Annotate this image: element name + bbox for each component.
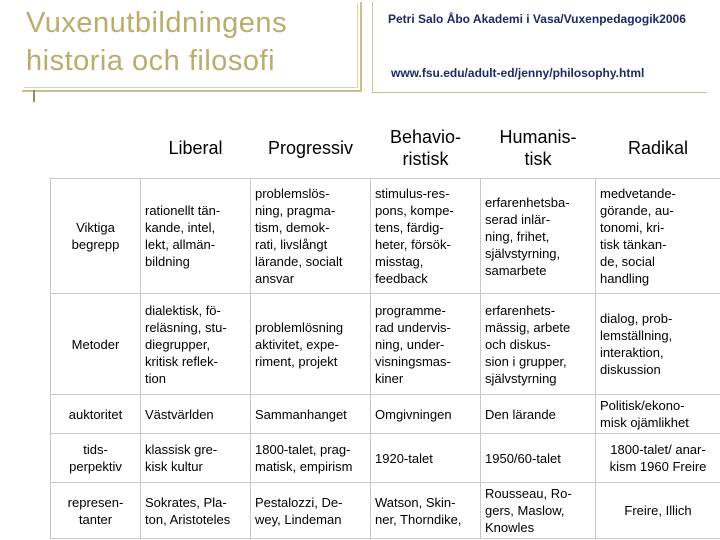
table-cell: Sammanhanget: [251, 395, 371, 434]
table-cell: 1800-talet/ anar- kism 1960 Freire: [596, 434, 720, 483]
table-cell: Västvärlden: [141, 395, 251, 434]
table-cell: problemlösning aktivitet, expe- riment, projekt: [251, 294, 371, 395]
table-cell: Omgivningen: [371, 395, 481, 434]
table-cell: Watson, Skin- ner, Thorndike,: [371, 483, 481, 539]
row-label-viktiga-begrepp: Viktiga begrepp: [51, 179, 141, 294]
table-cell: rationellt tän- kande, intel, lekt, allmän- bildning: [141, 179, 251, 294]
table-cell: erfarenhetsba- serad inlär- ning, frihet, självstyrning, samarbete: [481, 179, 596, 294]
title-line-1: Vuxenutbildningens: [26, 7, 288, 39]
table-cell: dialektisk, fö- reläsning, stu- diegrupper, kritisk reflek- tion: [141, 294, 251, 395]
table-cell: Rousseau, Ro- gers, Maslow, Knowles: [481, 483, 596, 539]
table-row: [51, 294, 720, 395]
table-row: [51, 434, 720, 483]
title-line-2: historia och filosofi: [26, 45, 276, 77]
column-header-humanistisk: Humanis- tisk: [481, 118, 596, 179]
table-header-row: [51, 118, 720, 179]
table-cell: Pestalozzi, De- wey, Lindeman: [251, 483, 371, 539]
table-row: [51, 179, 720, 294]
title-box: [22, 2, 362, 92]
row-label-tidsperspektiv: tids- perpektiv: [51, 434, 141, 483]
decorative-tick: [33, 90, 35, 102]
table-cell: stimulus-res- pons, kompe- tens, färdig- heter, försök- misstag, feedback: [371, 179, 481, 294]
header-corner: [51, 118, 141, 179]
table-cell: programme- rad undervis- ning, under- visningsmas- kiner: [371, 294, 481, 395]
table-cell: dialog, prob- lemställning, interaktion, diskussion: [596, 294, 720, 395]
table-row: [51, 395, 720, 434]
table-cell: medvetande- görande, au- tonomi, kri- tisk tänkan- de, social handling: [596, 179, 720, 294]
row-label-auktoritet: auktoritet: [51, 395, 141, 434]
author-line: Petri Salo Åbo Akademi i Vasa/Vuxenpedagogik2006: [388, 12, 686, 26]
table-cell: 1920-talet: [371, 434, 481, 483]
column-header-behavioristisk: Behavio- ristisk: [371, 118, 481, 179]
table-cell: 1800-talet, prag- matisk, empirism: [251, 434, 371, 483]
table-cell: 1950/60-talet: [481, 434, 596, 483]
philosophy-table: [50, 118, 720, 539]
table-cell: Freire, Illich: [596, 483, 720, 539]
table-cell: Politisk/ekono- misk ojämlikhet: [596, 395, 720, 434]
table-row: [51, 483, 720, 539]
row-label-metoder: Metoder: [51, 294, 141, 395]
column-header-progressiv: Progressiv: [251, 118, 371, 179]
source-url[interactable]: www.fsu.edu/adult-ed/jenny/philosophy.html: [391, 66, 645, 80]
column-header-liberal: Liberal: [141, 118, 251, 179]
table-cell: erfarenhets- mässig, arbete och diskus- sion i grupper, självstyrning: [481, 294, 596, 395]
row-label-representanter: represen- tanter: [51, 483, 141, 539]
table-cell: klassisk gre- kisk kultur: [141, 434, 251, 483]
column-header-radikal: Radikal: [596, 118, 720, 179]
table-cell: Sokrates, Pla- ton, Aristoteles: [141, 483, 251, 539]
table-cell: Den lärande: [481, 395, 596, 434]
table-cell: problemslös- ning, pragma- tism, demok- rati, livslångt lärande, socialt ansvar: [251, 179, 371, 294]
